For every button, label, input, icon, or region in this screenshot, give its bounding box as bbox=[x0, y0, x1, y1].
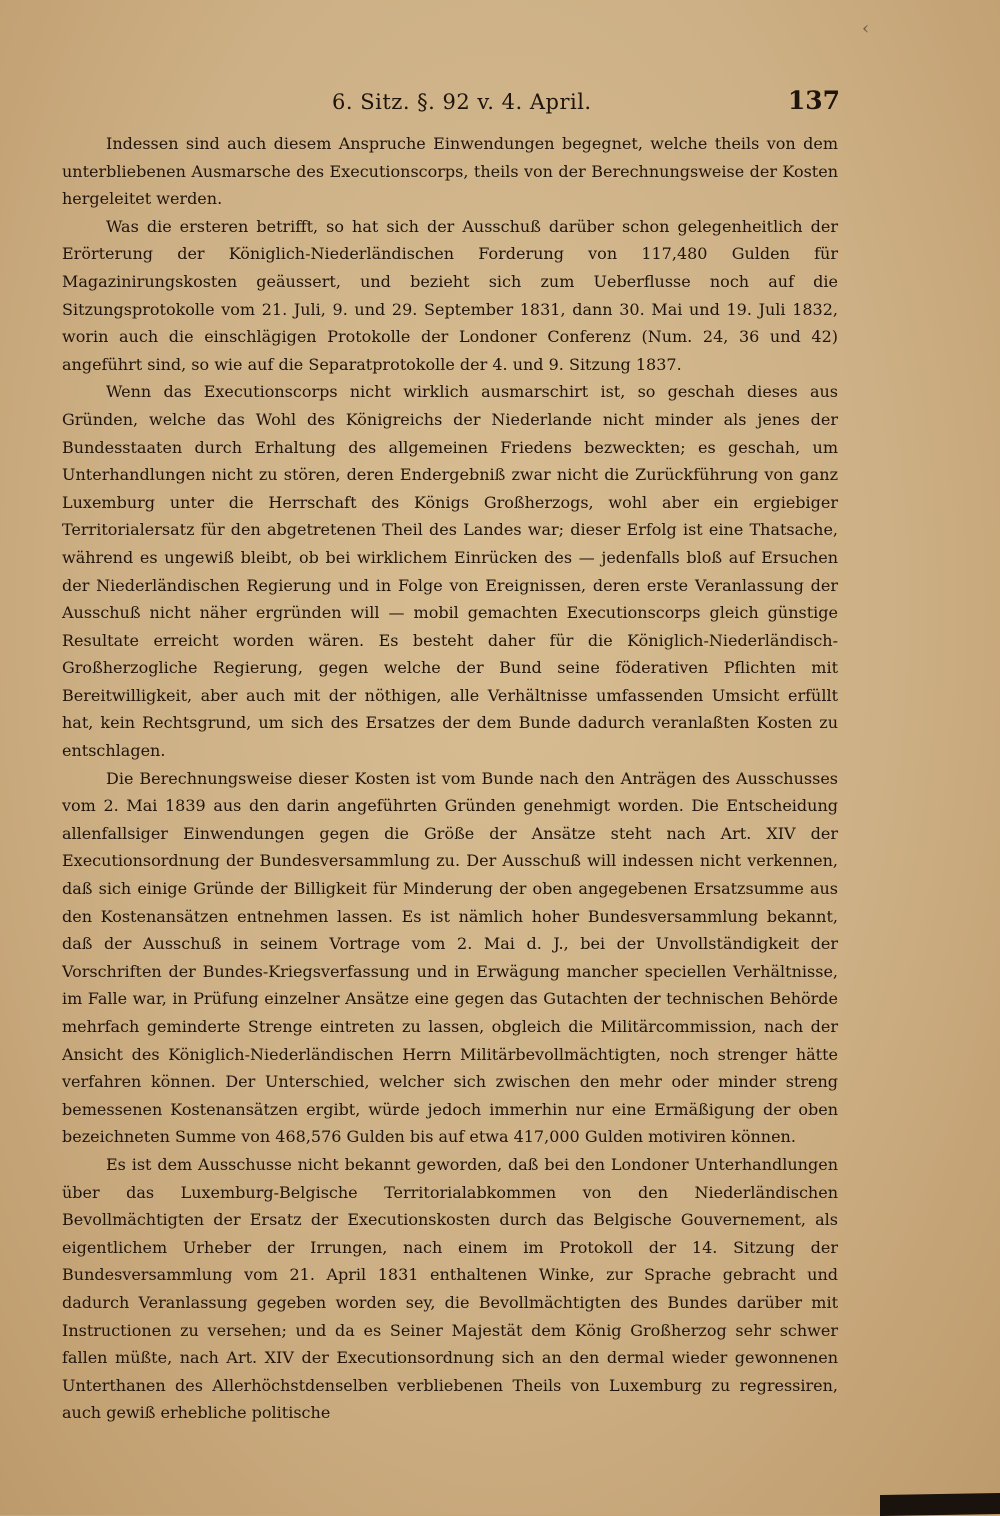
paragraph-2: Was die ersteren betrifft, so hat sich der Ausschuß darüber schon gelegenheitlich der Erörterung der Königlich-Niederländischen Forderung von 117,480 Gulden für Magazinirungskosten geäussert, und bezieht sich zum Ueberflusse noch auf die Sitzungsprotokolle vom 21. Juli, 9. und 29. September 1831, dann 30. Mai und 19. Juli 1832, worin auch die einschlägigen Protokolle der Londoner Conferenz (Num. 24, 36 und 42) angeführt sind, so wie auf die Separatprotokolle der 4. und 9. Sitzung 1837. bbox=[62, 216, 838, 374]
running-header bbox=[62, 86, 840, 120]
section-reference: 6. Sitz. §. 92 v. 4. April. bbox=[332, 90, 592, 114]
page-number: 137 bbox=[787, 86, 840, 115]
corner-mark: ‹ bbox=[862, 18, 870, 39]
scan-edge-shadow bbox=[880, 1493, 1000, 1516]
body-text bbox=[62, 130, 838, 1423]
paragraph-4: Die Berechnungsweise dieser Kosten ist vom Bunde nach den Anträgen des Ausschusses vom 2. Mai 1839 aus den darin angeführten Gründen genehmigt worden. Die Entscheidung allenfallsiger Einwendungen gegen die Größe der Ansätze steht nach Art. XIV der Executionsordnung der Bundesversammlung zu. Der Ausschuß will indessen nicht verkennen, daß sich einige Gründe der Billigkeit für Minderung der oben angegebenen Ersatzsumme aus den Kostenansätzen entnehmen lassen. Es ist nämlich hoher Bundesversammlung bekannt, daß der Ausschuß in seinem Vortrage vom 2. Mai d. J., bei der Unvollständigkeit der Vorschriften der Bundes-Kriegsverfassung und in Erwägung mancher speciellen Verhältnisse, im Falle war, in Prüfung einzelner Ansätze eine gegen das Gutachten der technischen Behörde mehrfach geminderte Strenge eintreten zu lassen, obgleich die Militärcommission, nach der Ansicht des Königlich-Niederländischen Herrn Militärbevollmächtigten, noch strenger hätte verfahren können. Der Unterschied, welcher sich zwischen den mehr oder minder streng bemessenen Kostenansätzen ergibt, würde jedoch immerhin nur eine Ermäßigung der oben bezeichneten Summe von 468,576 Gulden bis auf etwa 417,000 Gulden motiviren können. bbox=[62, 768, 838, 1147]
paragraph-5: Es ist dem Ausschusse nicht bekannt geworden, daß bei den Londoner Unterhandlungen über das Luxemburg-Belgische Territorialabkommen von den Niederländischen Bevollmächtigten der Ersatz der Executionskosten durch das Belgische Gouvernement, als eigentlichem Urheber der Irrungen, nach einem im Protokoll der 14. Sitzung der Bundesversammlung vom 21. April 1831 enthaltenen Winke, zur Sprache gebracht und dadurch Veranlassung gegeben worden sey, die Bevollmächtigten des Bundes darüber mit Instructionen zu versehen; und da es Seiner Majestät dem König Großherzog sehr schwer fallen müßte, nach Art. XIV der Executionsordnung sich an den dermal wieder gewonnenen Unterthanen des Allerhöchstdenselben verbliebenen Theils von Luxemburg zu regressiren, auch gewiß erhebliche politische bbox=[62, 1154, 838, 1423]
paragraph-1: Indessen sind auch diesem Anspruche Einwendungen begegnet, welche theils von dem unterbliebenen Ausmarsche des Executionscorps, theils von der Berechnungsweise der Kosten hergeleitet werden. bbox=[62, 134, 838, 209]
paragraph-3: Wenn das Executionscorps nicht wirklich ausmarschirt ist, so geschah dieses aus Gründen, welche das Wohl des Königreichs der Niederlande nicht minder als jenes der Bundesstaaten durch Erhaltung des allgemeinen Friedens bezweckten; es geschah, um Unterhandlungen nicht zu stören, deren Endergebniß zwar nicht die Zurückführung von ganz Luxemburg unter die Herrschaft des Königs Großherzogs, wohl aber ein ergiebiger Territorialersatz für den abgetretenen Theil des Landes war; dieser Erfolg ist eine Thatsache, während es ungewiß bleibt, ob bei wirklichem Einrücken des — jedenfalls bloß auf Ersuchen der Niederländischen Regierung und in Folge von Ereignissen, deren erste Veranlassung der Ausschuß nicht näher ergründen will — mobil gemachten Executionscorps gleich günstige Resultate erreicht worden wären. Es besteht daher für die Königlich-Niederländisch-Großherzogliche Regierung, gegen welche der Bund seine föderativen Pflichten mit Bereitwilligkeit, aber auch mit der nöthigen, alle Verhältnisse umfassenden Umsicht erfüllt hat, kein Rechtsgrund, um sich des Ersatzes der dem Bunde dadurch veranlaßten Kosten zu entschlagen. bbox=[62, 382, 838, 761]
